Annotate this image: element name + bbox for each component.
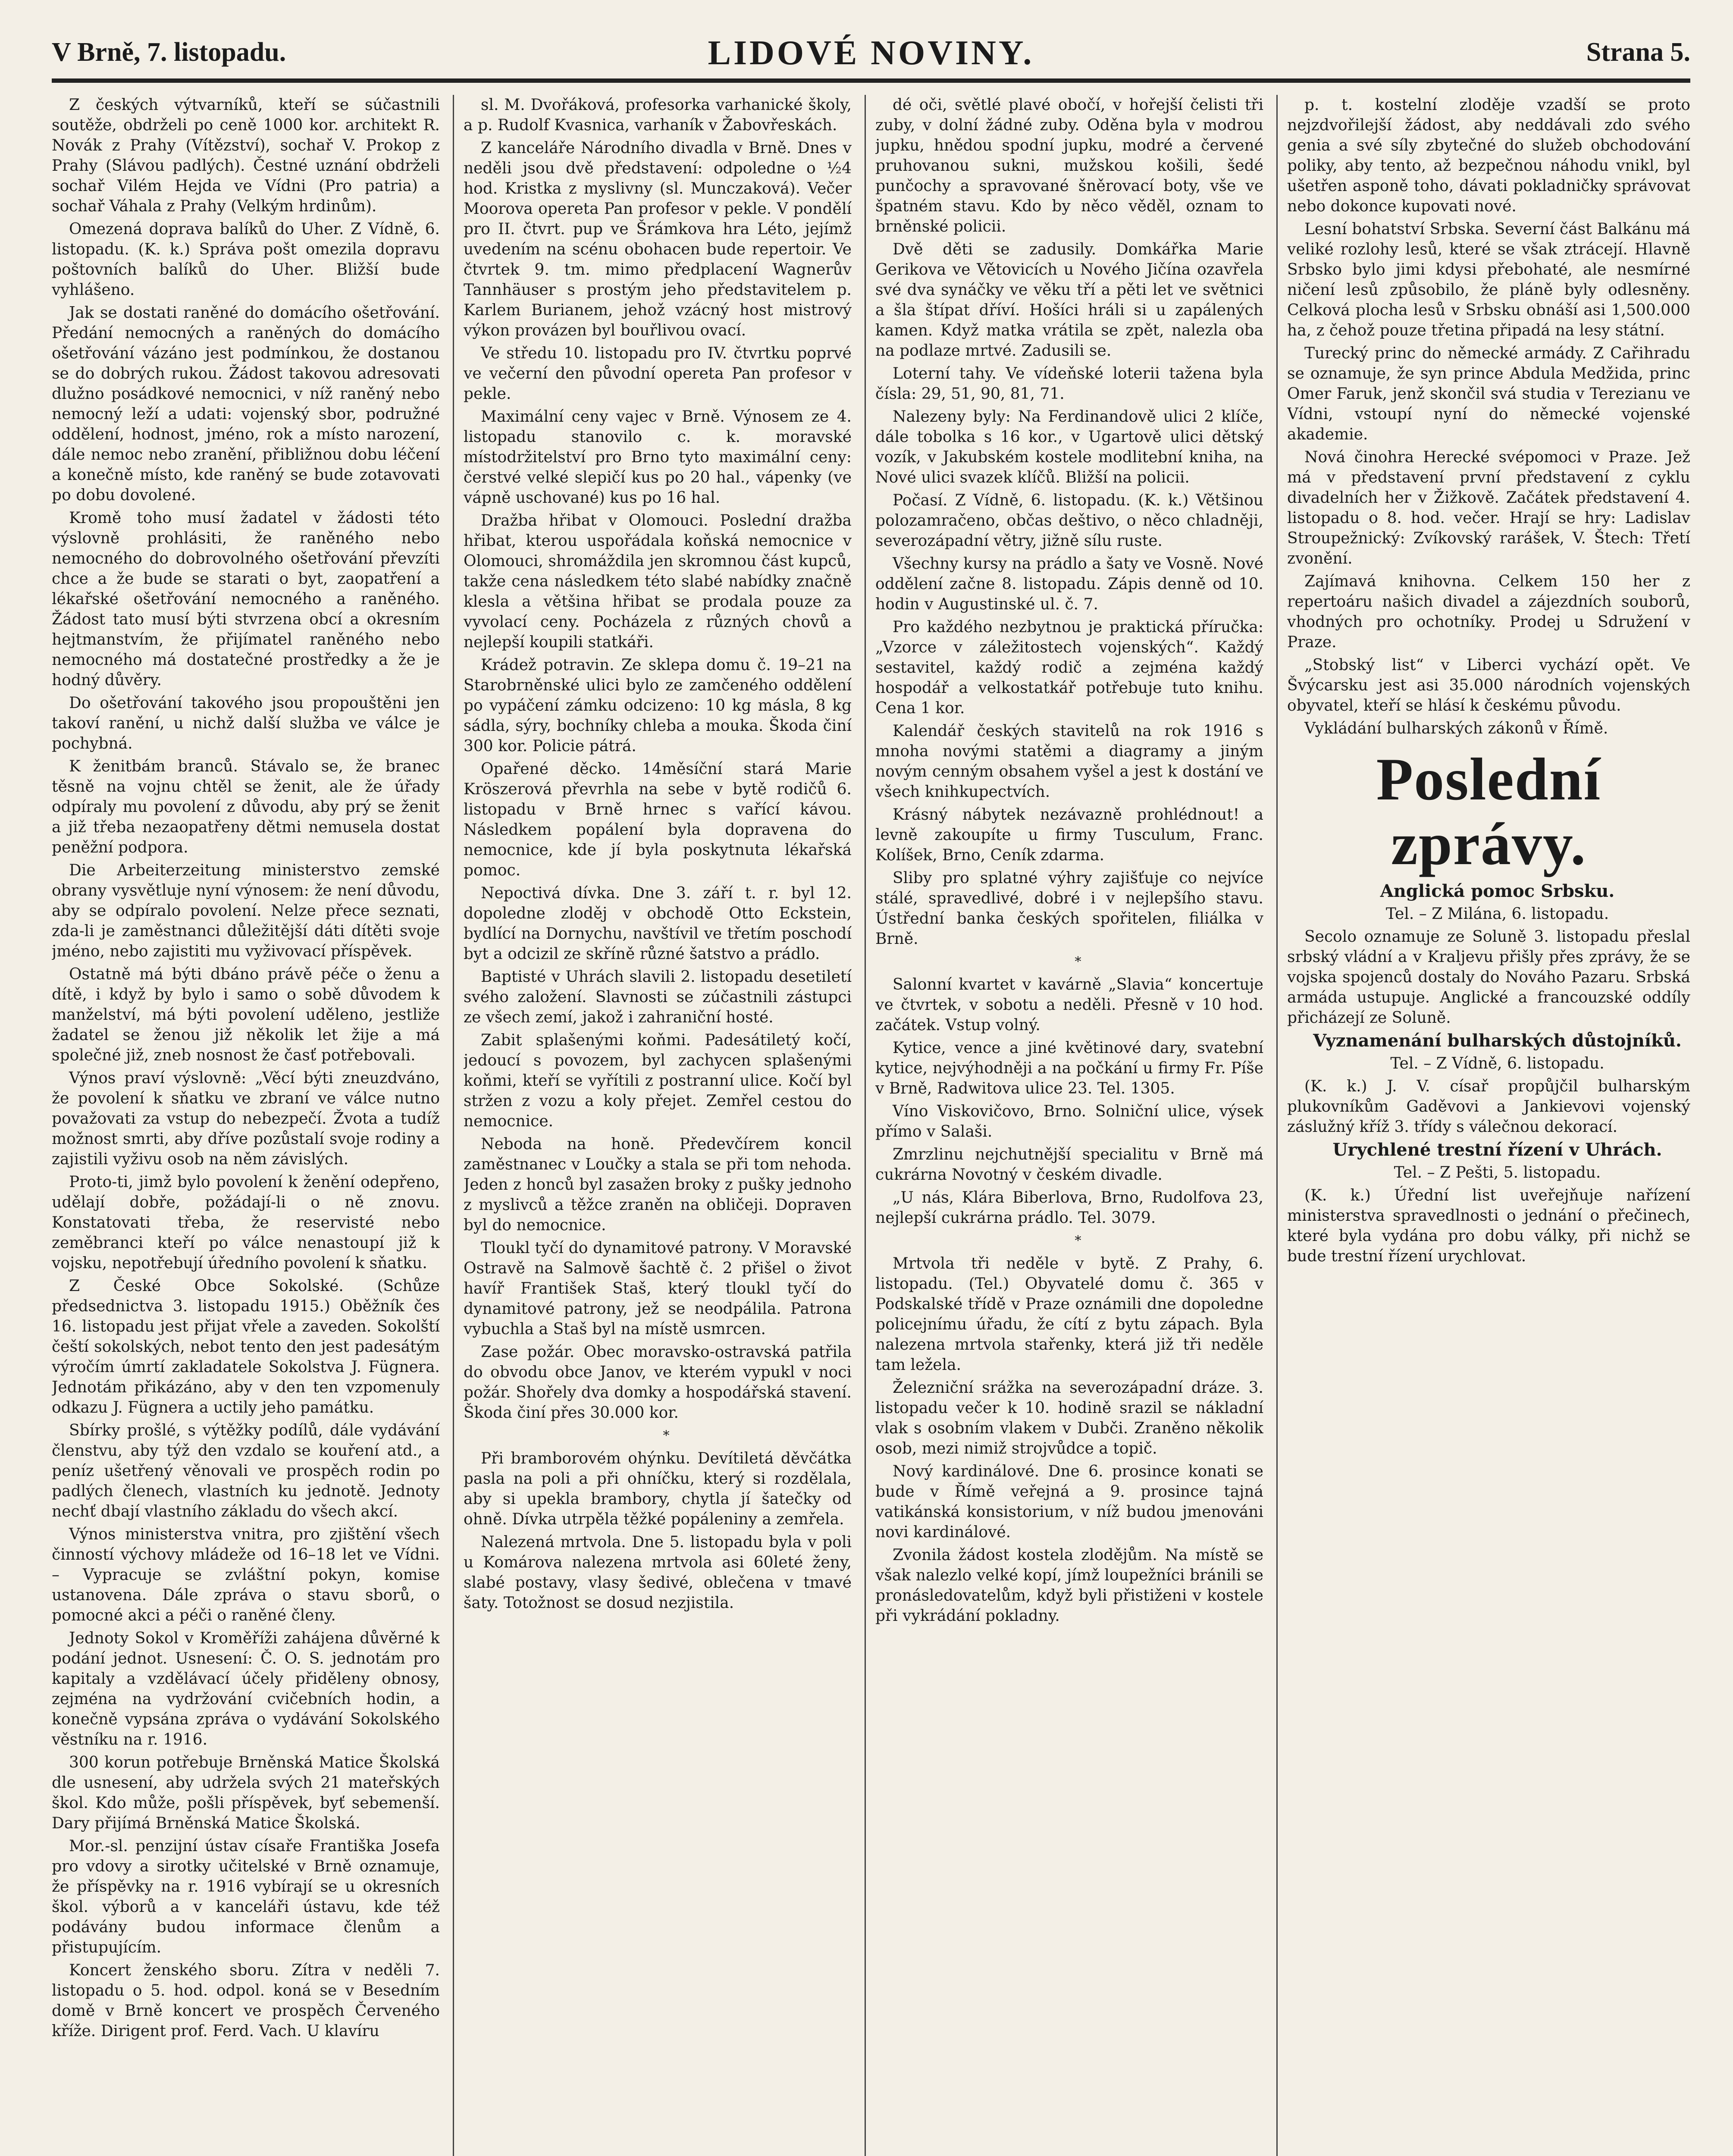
article-paragraph: Turecký princ do německé armády. Z Cařihradu se oznamuje, že syn prince Abdula Medžida, princ Omer Faruk, jenž skončil svá studia v Terezianu ve Vídni, vstoupí nyní do německé vojenské akademie. <box>1287 345 1690 443</box>
article-paragraph: Do ošetřování takového jsou propouštěni jen takoví ranění, u nichž další služba ve válce je pochybná. <box>52 694 440 752</box>
article-paragraph: p. t. kostelní zloděje vzadší se proto nejzdvořilejší žádost, aby neddávali zdo svého genia a své síly zbytečné do služeb obchodování poliky, aby tento, až bezpečnou náhodu vnikl, byl ušetřen asponě toho, dávati pokladničky správovat nebo dokonce kupovati nové. <box>1287 96 1690 215</box>
article-paragraph: Kromě toho musí žadatel v žádosti této výslovně prohlásiti, že raněného nebo nemocného do dobrovolného ošetřování převzíti chce a že bude se starati o byt, zaopatření a lékařské ošetřování nemocného a raněného. Žádost tato musí býti stvrzena obcí a okresním hejtmanstvím, že přijímatel raněného nebo nemocného má dostatečné prostředky a že je hodný důvěry. <box>52 509 440 689</box>
article-paragraph: Z České Obce Sokolské. (Schůze předsednictva 3. listopadu 1915.) Oběžník čes 16. listopadu jest přijat vřele a zaveden. Sokolští čeští sokolských, nebot tento den jest padesátým výročím úmrtí zakladatele Sokolstva J. Fügnera. Jednotám přikázáno, aby v den ten vzpomenuly odkazu J. Fügnera a uctily jeho památku. <box>52 1277 440 1416</box>
article-paragraph: Baptisté v Uhrách slavili 2. listopadu desetiletí svého založení. Slavnosti se zúčastnili zástupci ze všech zemí, jakož i zahraniční hosté. <box>464 968 852 1026</box>
column-rule <box>1276 95 1278 2156</box>
article-paragraph: Zmrzlinu nejchutnější specialitu v Brně má cukrárna Novotný v českém divadle. <box>875 1146 1263 1184</box>
news-dateline: Tel. – Z Vídně, 6. listopadu. <box>1390 1055 1605 1072</box>
article-paragraph: Při bramborovém ohýnku. Devítiletá děvčátka pasla na poli a při ohníčku, který si rozdělala, aby si upekla brambory, chytla jí šatečky od ohně. Dívka utrpěla těžké popáleniny a zemřela. <box>464 1450 852 1528</box>
article-paragraph: Jak se dostati raněné do domácího ošetřování. Předání nemocných a raněných do domácího ošetřování vázáno jest podmínkou, že dostanou se do dobrých rukou. Žádost takovou adresovati dlužno posádkové nemocnici, v níž raněný nebo nemocný leží a udati: vojenský sbor, podružné oddělení, hodnost, jméno, rok a místo narození, dále nemoc nebo zranění, přibližnou dobu léčení a konečně místo, kde raněný se bude zotavovati po dobu dovolené. <box>52 304 440 504</box>
article-paragraph: Zabit splašenými koňmi. Padesátiletý kočí, jedoucí s povozem, byl zachycen splašenými koňmi, kteří se vyřítili z postranní ulice. Kočí byl stržen z vozu a koly přejet. Zemřel cestou do nemocnice. <box>464 1031 852 1130</box>
column-1 <box>52 95 440 2156</box>
news-headline: Vyznamenání bulharských důstojníků. <box>1313 1031 1682 1051</box>
article-paragraph: (K. k.) J. V. císař propůjčil bulharským plukovníkům Gaděvovi a Jankievovi vojenský záslužný kříž 3. třídy s válečnou dekorací. <box>1287 1078 1690 1136</box>
article-paragraph: Proto-ti, jimž bylo povolení k ženění odepřeno, udělají dobře, požádají-li o ně znovu. Konstatovati třeba, že reservisté nebo zeměbranci kteří po válce nenastoupí již k vojsku, nepotřebují úředního povolení k sňatku. <box>52 1173 440 1272</box>
article-paragraph: Krádež potravin. Ze sklepa domu č. 19–21 na Starobrněnské ulici bylo ze zamčeného oddělení po vypáčení zámku odcizeno: 10 kg másla, 8 kg sádla, sýry, bochníky chleba a mouka. Škoda činí 300 kor. Policie pátrá. <box>464 656 852 755</box>
article-paragraph: 300 korun potřebuje Brněnská Matice Školská dle usnesení, aby udržela svých 21 mateřských škol. Kdo může, pošli příspěvek, byť sebemenší. Dary přijímá Brněnská Matice Školská. <box>52 1754 440 1832</box>
article-paragraph: Nová činohra Herecké svépomoci v Praze. Jež má v představení první představení z cyklu divadelních her v Žižkově. Začátek představení 4. listopadu o 8. hod. večer. Hrají se hry: Ladislav Stroupežnický: Zvíkovský rarášek, V. Štech: Třetí zvonění. <box>1287 448 1690 567</box>
article-paragraph: Vykládání bulharských zákonů v Římě. <box>1304 720 1608 737</box>
article-paragraph: Kalendář českých stavitelů na rok 1916 s mnoha novými statěmi a diagramy a jiným novým cenným obsahem vyšel a jest k dostání ve všech knihkupectvích. <box>875 722 1263 801</box>
article-paragraph: Nalezená mrtvola. Dne 5. listopadu byla v poli u Komárova nalezena mrtvola asi 60leté ženy, slabé postavy, vlasy šedivé, oblečena v tmavé šaty. Totožnost se dosud nezjistila. <box>464 1533 852 1612</box>
article-paragraph: K ženitbám branců. Stávalo se, že branec těsně na vojnu chtěl se ženit, ale že úřady odpíraly mu povolení z důvodu, aby prý se ženit a již třeba nezaopatřeny dětmi nemusela dostat peněžní podpora. <box>52 758 440 856</box>
article-paragraph: Zajímavá knihovna. Celkem 150 her z repertoáru našich divadel a zájezdních souborů, vhodných pro ochotníky. Prodej u Sdružení v Praze. <box>1287 573 1690 651</box>
article-paragraph: Maximální ceny vajec v Brně. Výnosem ze 4. listopadu stanovilo c. k. moravské místodržitelství pro Brno tyto maximální ceny: čerstvé velké slepičí kus po 20 hal., vápenky (ve vápně uschované) kus po 16 hal. <box>464 408 852 507</box>
column-rule <box>865 95 866 2156</box>
article-paragraph: Výnos ministerstva vnitra, pro zjištění všech činností výchovy mládeže od 16–18 let ve Vídni. – Vypracuje se zvláštní pokyn, komise ustanovena. Dále zpráva o stavu sborů, o pomocné akci a péči o raněné členy. <box>52 1526 440 1624</box>
column-4 <box>1287 95 1690 2156</box>
article-paragraph: „Stobský list“ v Liberci vychází opět. Ve Švýcarsku jest asi 35.000 národních vojenských obyvatel, kteří se hlásí k českému původu. <box>1287 656 1690 714</box>
news-headline: Anglická pomoc Srbsku. <box>1380 881 1615 901</box>
column-2 <box>464 95 852 2156</box>
column-rule <box>453 95 454 2156</box>
article-paragraph: Koncert ženského sboru. Zítra v neděli 7. listopadu o 5. hod. odpol. koná se v Besedním domě v Brně koncert ve prospěch Červeného kříže. Dirigent prof. Ferd. Vach. U klavíru <box>52 1962 440 2040</box>
article-paragraph: Omezená doprava balíků do Uher. Z Vídně, 6. listopadu. (K. k.) Správa pošt omezila dopravu poštovních balíků do Uher. Bližší bude vyhlášeno. <box>52 220 440 299</box>
article-paragraph: Dražba hřibat v Olomouci. Poslední dražba hřibat, kterou uspořádala koňská nemocnice v Olomouci, shromáždila jen skromnou část kupců, takže cena následkem této slabé nabídky značně klesla a většina hřibat se prodala pouze za vyvolací ceny. Pocházela z různých chovů a nejlepší koupili statkáři. <box>464 512 852 651</box>
article-paragraph: Zvonila žádost kostela zlodějům. Na místě se však nalezlo velké kopí, jímž loupežníci bránili se pronásledovatelům, když byli přistiženi v kostele při vykrádání pokladny. <box>875 1546 1263 1625</box>
article-paragraph: Loterní tahy. Ve vídeňské loterii tažena byla čísla: 29, 51, 90, 81, 71. <box>875 365 1263 403</box>
section-heading-posledni-zpravy: Poslední zprávy. <box>1376 746 1601 877</box>
article-paragraph: Tloukl tyčí do dynamitové patrony. V Moravské Ostravě na Salmově šachtě č. 2 přišel o život havíř František Staš, který tloukl tyčí do dynamitové patrony, jež se neodpálila. Patrona vybuchla a Staš byl na místě usmrcen. <box>464 1239 852 1338</box>
article-paragraph: Z českých výtvarníků, kteří se súčastnili soutěže, obdrželi po ceně 1000 kor. architekt R. Novák z Prahy (Vítězství), sochař V. Prokop z Prahy (Slávou padlých). Čestné uznání obdrželi sochař Vilém Hejda ve Vídni (Pro patria) a sochař Váhala z Prahy (Velkým hrdinům). <box>52 96 440 215</box>
news-headline: Urychlené trestní řízení v Uhrách. <box>1332 1140 1662 1160</box>
article-paragraph: Krásný nábytek nezávazně prohlédnout! a levně zakoupíte u firmy Tusculum, Franc. Kolíšek, Brno, Ceník zdarma. <box>875 806 1263 864</box>
article-paragraph: Opařené děcko. 14měsíční stará Marie Kröszerová převrhla na sebe v bytě rodičů 6. listopadu v Brně hrnec s vařící kávou. Následkem popálení byla dopravena do nemocnice, kde jí byla poskytnuta lékařská pomoc. <box>464 760 852 879</box>
article-paragraph: Jednoty Sokol v Kroměříži zahájena důvěrné k podání jednot. Usnesení: Č. O. S. jednotám pro kapitaly a vzdělávací účely přiděleny obnosy, zejména na vydržování cvičebních hodin, a konečně vypsána zpráva o vydávání Sokolského věstníku na r. 1916. <box>52 1630 440 1749</box>
article-paragraph: Die Arbeiterzeitung ministerstvo zemské obrany vysvětluje nyní výnosem: že není důvodu, aby se odpíralo povolení. Nelze přece seznati, zda-li je zaměstnanci důležitější dáti dítěti svoje jméno, nebo zajistiti mu vyživovací příspěvek. <box>52 862 440 960</box>
page-number: Strana 5. <box>1586 38 1690 67</box>
article-paragraph: Nový kardinálové. Dne 6. prosince konati se bude v Římě veřejná a 9. prosince tajná vatikánská konsistorium, v níž budou jmenováni novi kardinálové. <box>875 1463 1263 1541</box>
header-date: V Brně, 7. listopadu. <box>52 38 286 67</box>
article-paragraph: dé oči, světlé plavé obočí, v hořejší čelisti tři zuby, v dolní žádné zuby. Oděna byla v modrou jupku, hnědou spodní jupku, modré a červené pruhovanou sukni, mužskou košili, šedé punčochy a spravované šněrovací boty, vše ve špatném stavu. Kdo by něco věděl, oznam to brněnské policii. <box>875 96 1263 235</box>
column-3 <box>875 95 1263 2156</box>
article-paragraph: Mrtvola tři neděle v bytě. Z Prahy, 6. listopadu. (Tel.) Obyvatelé domu č. 365 v Podskalské třídě v Praze oznámili dne dopoledne policejnímu úřadu, že cítí z bytu zápach. Byla nalezena mrtvola stařenky, která již tři neděle tam ležela. <box>875 1255 1263 1374</box>
article-paragraph: Dvě děti se zadusily. Domkářka Marie Gerikova ve Větovicích u Nového Jičína ozavřela své dva synáčky ve věku tří a pěti let ve světnici a šla štípat dříví. Hošíci hráli si u zapálených kamen. Když matka vrátila se zpět, nalezla oba na podlaze mrtvé. Zadusili se. <box>875 241 1263 360</box>
article-paragraph: Nepoctivá dívka. Dne 3. září t. r. byl 12. dopoledne zloděj v obchodě Otto Eckstein, bydlící na Dornychu, navštívil ve třetím poschodí byt a odcizil ze skříně různé šatstvo a prádlo. <box>464 884 852 963</box>
separator-star: * <box>1075 1233 1081 1248</box>
article-paragraph: Pro každého nezbytnou je praktická příručka: „Vzorce v záležitostech vojenských“. Každý sestavitel, každý rodič a zejména každý hospodář a velkostatkář potřebuje tuto knihu. Cena 1 kor. <box>875 618 1263 717</box>
article-paragraph: Ostatně má býti dbáno právě péče o ženu a dítě, i když by bylo i samo o sobě důvodem k manželství, má býti povolení uděleno, jestliže žadatel se ženou již několik let žije a má společné již, zneb nosnost že časť potřebovali. <box>52 965 440 1064</box>
article-paragraph: Ve středu 10. listopadu pro IV. čtvrtku poprvé ve večerní den původní opereta Pan profesor v pekle. <box>464 345 852 403</box>
article-paragraph: Výnos praví výslovně: „Věcí býti zneuzdváno, že povolení k sňatku ve zbraní ve válce nutno považovati za vstup do nebezpečí. Žvota a tudíž možnost smrti, aby dříve pozůstalí svoje rodiny a zajistili vyživu osob na něm závislých. <box>52 1069 440 1168</box>
article-paragraph: sl. M. Dvořáková, profesorka varhanické školy, a p. Rudolf Kvasnica, varhaník v Žabovřeskách. <box>464 96 852 134</box>
article-paragraph: Salonní kvartet v kavárně „Slavia“ koncertuje ve čtvrtek, v sobotu a neděli. Přesně v 10 hod. začátek. Vstup volný. <box>875 976 1263 1034</box>
masthead: LIDOVÉ NOVINY. <box>708 34 1034 72</box>
article-paragraph: „U nás, Klára Biberlova, Brno, Rudolfova 23, nejlepší cukrárna prádlo. Tel. 3079. <box>875 1189 1263 1227</box>
article-paragraph: Mor.-sl. penzijní ústav císaře Františka Josefa pro vdovy a sirotky učitelské v Brně oznamuje, že příspěvky na r. 1916 vybírají se u okresních škol. výborů a v kanceláři ústavu, kde též podávány budou informace členům a přistupujícím. <box>52 1837 440 1956</box>
article-paragraph: Zase požár. Obec moravsko-ostravská patřila do obvodu obce Janov, ve kterém vypukl v noci požár. Shořely dva domky a hospodářská stavení. Škoda činí přes 30.000 kor. <box>464 1343 852 1422</box>
article-paragraph: Secolo oznamuje ze Soluně 3. listopadu přeslal srbský vládní a v Kraljevu přišly přes zprávy, že se vojska spojenců dostaly do Nováho Pazaru. Srbská armáda ustupuje. Anglické a francouzské oddíly přicházejí ze Soluně. <box>1287 928 1690 1027</box>
article-paragraph: Lesní bohatství Srbska. Severní část Balkánu má veliké rozlohy lesů, které se však ztrácejí. Hlavně Srbsko bylo jimi kdysi přebohaté, ale nesmírné ničení lesů způsobilo, že pláně byly odlesněny. Celková plocha lesů v Srbsku obnáší asi 1,500.000 ha, z čehož pouze třetina připadá na lesy státní. <box>1287 220 1690 339</box>
article-paragraph: Všechny kursy na prádlo a šaty ve Vosně. Nové oddělení začne 8. listopadu. Zápis denně od 10. hodin v Augustinské ul. č. 7. <box>875 555 1263 613</box>
article-paragraph: Nalezeny byly: Na Ferdinandově ulici 2 klíče, dále tobolka s 16 kor., v Ugartově ulici dětský vozík, v Jakubském kostele modlitební kniha, na Nové ulici svazek klíčů. Bližší na policii. <box>875 408 1263 486</box>
article-paragraph: Sbírky prošlé, s výtěžky podílů, dále vydávání členstvu, aby týž den vzdalo se kouření atd., a peníz ušetřený věnovali ve prospěch rodin po padlých členech, vlastních ku jednotě. Jednoty nechť dbají vlastního základu do všech akcí. <box>52 1422 440 1520</box>
article-paragraph: Sliby pro splatné výhry zajišťuje co nejvíce stálé, spravedlivé, dobré i v nejlepšího stavu. Ústřední banka českých spořitelen, filiálka v Brně. <box>875 869 1263 948</box>
page-header <box>52 31 1690 83</box>
article-paragraph: Kytice, vence a jiné květinové dary, svatební kytice, nejvýhodněji a na počkání u firmy Fr. Píše v Brně, Radwitova ulice 23. Tel. 1305. <box>875 1039 1263 1097</box>
news-dateline: Tel. – Z Milána, 6. listopadu. <box>1385 905 1609 923</box>
article-paragraph: Víno Viskovičovo, Brno. Solniční ulice, výsek přímo v Salaši. <box>875 1103 1263 1141</box>
article-paragraph: Počasí. Z Vídně, 6. listopadu. (K. k.) Většinou polozamračeno, občas deštivo, o něco chladněji, severozápadní větry, jižně sílu ruste. <box>875 492 1263 550</box>
separator-star: * <box>663 1428 670 1443</box>
article-paragraph: (K. k.) Úřední list uveřejňuje nařízení ministerstva spravedlnosti o jednání o přečinech, které byla vydána pro dobu války, při nichž se bude trestní řízení urychlovat. <box>1287 1187 1690 1265</box>
article-paragraph: Z kanceláře Národního divadla v Brně. Dnes v neděli jsou dvě představení: odpoledne o ½4 hod. Kristka z myslivny (sl. Munczaková). Večer Moorova opereta Pan profesor v pekle. V pondělí pro II. čtvrt. pup ve Šrámkova hra Léto, jejímž uvedením na scénu obohacen bude repertoir. Ve čtvrtek 9. tm. mimo předplacení Wagnerův Tannhäuser s prostým jeho představitelem p. Karlem Burianem, jehož vzácný host mistrový výkon provázen byl bouřlivou ovací. <box>464 139 852 339</box>
article-paragraph: Železniční srážka na severozápadní dráze. 3. listopadu večer k 10. hodině srazil se nákladní vlak s osobním vlakem v Dubči. Zraněno několik osob, mezi nimiž strojvůdce a topič. <box>875 1379 1263 1457</box>
separator-star: * <box>1075 954 1081 969</box>
news-dateline: Tel. – Z Pešti, 5. listopadu. <box>1394 1164 1601 1181</box>
article-paragraph: Neboda na honě. Předevčírem koncil zaměstnanec v Loučky a stala se při tom nehoda. Jeden z honců byl zasažen broky z pušky jednoho z myslivců a těžce zraněn na obličeji. Dopraven byl do nemocnice. <box>464 1135 852 1234</box>
